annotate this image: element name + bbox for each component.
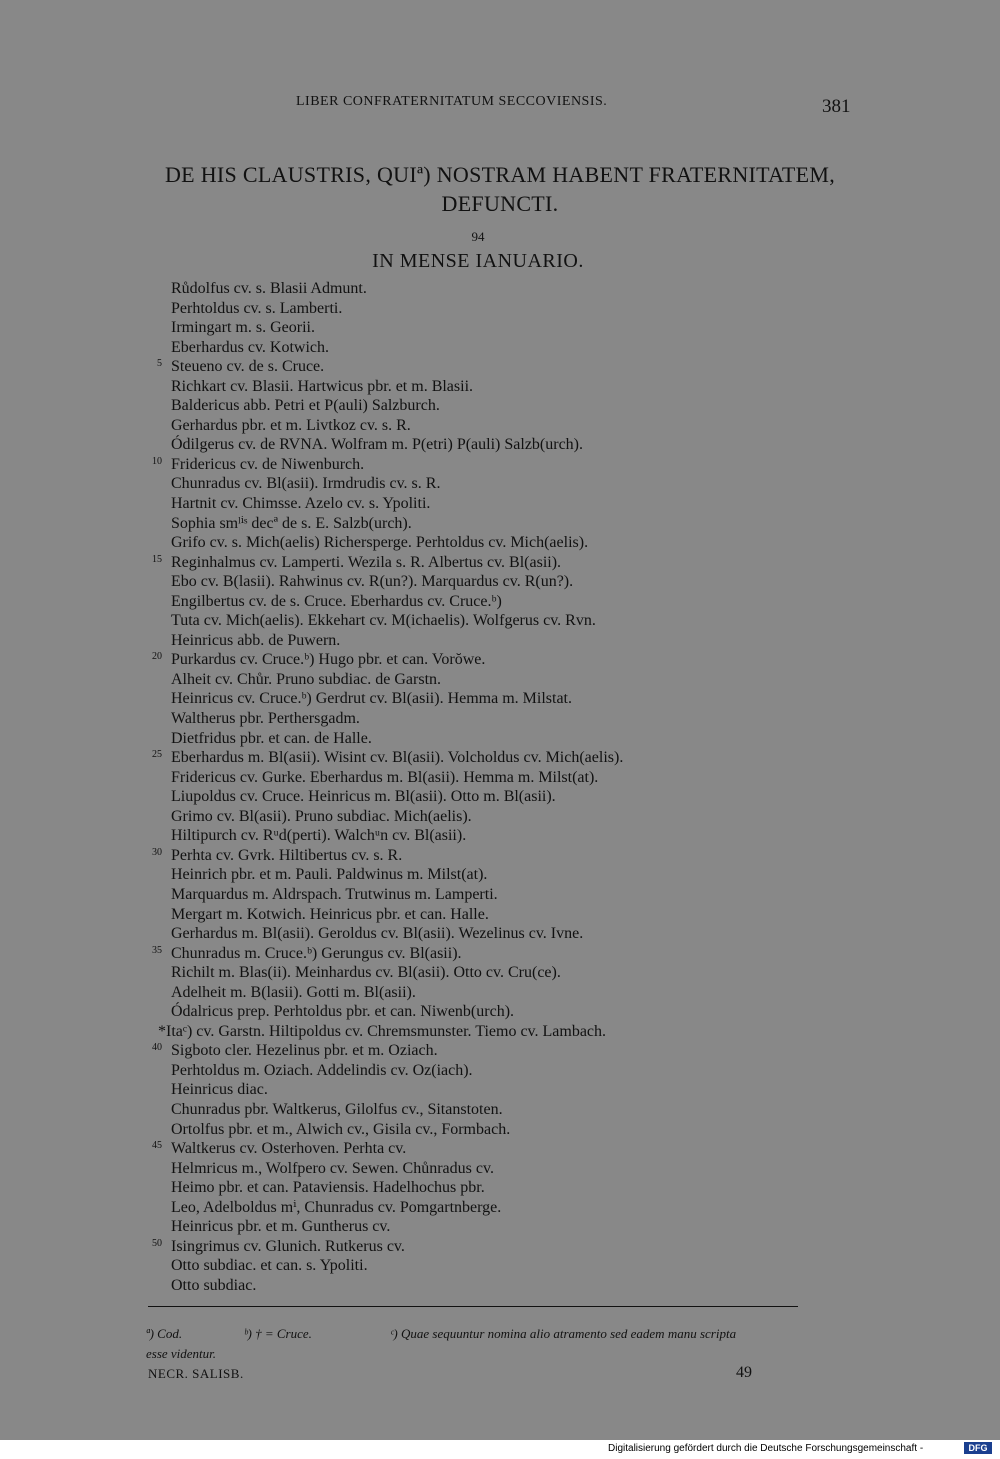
- entry-text: Purkardus cv. Cruce.ᵇ) Hugo pbr. et can. Vorŏwe.: [171, 651, 486, 669]
- entry-line: [0, 865, 1000, 885]
- entry-line: [0, 553, 1000, 573]
- entry-line: [0, 846, 1000, 866]
- line-number: 30: [152, 846, 162, 858]
- footnote-rule: [148, 1306, 798, 1307]
- entry-text: Waltherus pbr. Perthersgadm.: [171, 710, 360, 728]
- entry-text: Fridericus cv. de Niwenburch.: [171, 455, 365, 473]
- entry-line: [0, 279, 1000, 299]
- entry-line: [0, 494, 1000, 514]
- entry-line: [0, 1100, 1000, 1120]
- entry-line: [0, 474, 1000, 494]
- entry-text: Ódalricus prep. Perhtoldus pbr. et can. Niwenb(urch).: [171, 1003, 515, 1021]
- sheet-number: 49: [736, 1364, 752, 1381]
- entry-text: Perhta cv. Gvrk. Hiltibertus cv. s. R.: [171, 846, 403, 864]
- footnote-c-continued: esse videntur.: [146, 1346, 217, 1361]
- line-number: 35: [152, 944, 162, 956]
- entry-text: Gerhardus m. Bl(asii). Geroldus cv. Bl(asii). Wezelinus cv. Ivne.: [171, 925, 584, 943]
- entry-text: Grifo cv. s. Mich(aelis) Richersperge. Perhtoldus cv. Mich(aelis).: [171, 534, 589, 552]
- entry-text: Waltkerus cv. Osterhoven. Perhta cv.: [171, 1140, 407, 1158]
- entry-text: Chunradus pbr. Waltkerus, Gilolfus cv., Sitanstoten.: [171, 1100, 503, 1118]
- signature-mark: NECR. SALISB.: [148, 1366, 244, 1381]
- entry-text: Heinricus abb. de Puwern.: [171, 631, 341, 649]
- entry-text: Irmingart m. s. Georii.: [171, 319, 315, 337]
- entry-line: [0, 1198, 1000, 1218]
- section-title-line-1: DE HIS CLAUSTRIS, QUIª) NOSTRAM HABENT FRATERNITATEM,: [164, 162, 836, 187]
- entry-line: [0, 768, 1000, 788]
- line-number: 50: [152, 1237, 162, 1249]
- entry-text: Tuta cv. Mich(aelis). Ekkehart cv. M(ichaelis). Wolfgerus cv. Rvn.: [171, 612, 596, 630]
- entry-line: [0, 455, 1000, 475]
- entry-text: Alheit cv. Chůr. Pruno subdiac. de Garstn.: [171, 670, 442, 688]
- section-title: [80, 160, 920, 218]
- footnote-c: ᶜ) Quae sequuntur nomina alio atramento sed eadem manu scripta: [390, 1326, 737, 1341]
- entry-line: [0, 416, 1000, 436]
- entry-text: Baldericus abb. Petri et P(auli) Salzburch.: [171, 397, 440, 415]
- entry-line: [0, 670, 1000, 690]
- entry-text: Chunradus cv. Bl(asii). Irmdrudis cv. s. R.: [171, 475, 441, 493]
- entry-text: Eberhardus cv. Kotwich.: [171, 338, 330, 356]
- line-number: 25: [152, 749, 162, 761]
- line-number: 15: [152, 553, 162, 565]
- entry-text: Heinrich pbr. et m. Pauli. Paldwinus m. Milst(at).: [171, 866, 488, 884]
- entry-line: [0, 650, 1000, 670]
- entry-text: Adelheit m. B(lasii). Gotti m. Bl(asii).: [171, 983, 416, 1001]
- entry-line: [0, 689, 1000, 709]
- entry-text: Gerhardus pbr. et m. Livtkoz cv. s. R.: [171, 416, 411, 434]
- entry-line: [0, 905, 1000, 925]
- entry-line: [0, 787, 1000, 807]
- section-title-line-2: DEFUNCTI.: [441, 191, 559, 216]
- line-number: 10: [152, 455, 162, 467]
- entry-line: [0, 514, 1000, 534]
- entry-line: [0, 377, 1000, 397]
- footnote-a: ª) Cod.: [146, 1326, 183, 1341]
- line-number: 45: [152, 1140, 162, 1152]
- entry-line: [0, 572, 1000, 592]
- entry-line: [0, 396, 1000, 416]
- entry-line: [0, 592, 1000, 612]
- entry-text: Perhtoldus cv. s. Lamberti.: [171, 299, 343, 317]
- entry-text: Sophia smˡⁱˢ decª de s. E. Salzb(urch).: [171, 514, 412, 532]
- entry-text: Heimo pbr. et can. Pataviensis. Hadelhochus pbr.: [171, 1179, 485, 1197]
- running-title: LIBER CONFRATERNITATUM SECCOVIENSIS.: [296, 94, 608, 109]
- entry-text: Heinricus cv. Cruce.ᵇ) Gerdrut cv. Bl(asii). Hemma m. Milstat.: [171, 690, 572, 708]
- entry-text: Hiltipurch cv. Rᵘd(perti). Walchᵘn cv. Bl(asii).: [171, 827, 467, 845]
- entry-line: [0, 1276, 1000, 1296]
- entry-text: Grimo cv. Bl(asii). Pruno subdiac. Mich(aelis).: [171, 807, 472, 825]
- entry-line: [0, 1159, 1000, 1179]
- entry-text: Isingrimus cv. Glunich. Rutkerus cv.: [171, 1237, 405, 1255]
- entry-line: [0, 1061, 1000, 1081]
- entry-text: Richkart cv. Blasii. Hartwicus pbr. et m. Blasii.: [171, 377, 474, 395]
- page-number: 381: [822, 96, 851, 117]
- entry-line: [0, 1256, 1000, 1276]
- entry-text: Liupoldus cv. Cruce. Heinricus m. Bl(asii). Otto m. Bl(asii).: [171, 788, 556, 806]
- entry-text: Otto subdiac. et can. s. Ypoliti.: [171, 1257, 368, 1275]
- line-number: 20: [152, 651, 162, 663]
- entry-text: Hartnit cv. Chimsse. Azelo cv. s. Ypoliti.: [171, 495, 431, 513]
- entry-line: [0, 357, 1000, 377]
- entry-text: Heinricus pbr. et m. Guntherus cv.: [171, 1218, 391, 1236]
- entry-text: Dietfridus pbr. et can. de Halle.: [171, 729, 372, 747]
- section-number: 94: [471, 229, 485, 244]
- entry-line: [0, 807, 1000, 827]
- entry-line: [0, 963, 1000, 983]
- dfg-logo: DFG: [964, 1442, 992, 1454]
- entry-line: [0, 318, 1000, 338]
- entry-line: [0, 944, 1000, 964]
- entry-text: Heinricus diac.: [171, 1081, 268, 1099]
- entry-text: Engilbertus cv. de s. Cruce. Eberhardus cv. Cruce.ᵇ): [171, 592, 502, 610]
- entry-text: Fridericus cv. Gurke. Eberhardus m. Bl(asii). Hemma m. Milst(at).: [171, 768, 599, 786]
- entry-text: Helmricus m., Wolfpero cv. Sewen. Chůnradus cv.: [171, 1159, 494, 1177]
- entry-text: Ortolfus pbr. et m., Alwich cv., Gisila cv., Formbach.: [171, 1120, 511, 1138]
- entry-text: Ebo cv. B(lasii). Rahwinus cv. R(un?). Marquardus cv. R(un?).: [171, 573, 574, 591]
- entry-line: [0, 1139, 1000, 1159]
- entry-line: [0, 709, 1000, 729]
- entry-line: [0, 1080, 1000, 1100]
- entry-line: [0, 1178, 1000, 1198]
- line-number: 5: [157, 358, 162, 370]
- entry-text: Eberhardus m. Bl(asii). Wisint cv. Bl(asii). Volcholdus cv. Mich(aelis).: [171, 749, 624, 767]
- entry-text: Chunradus m. Cruce.ᵇ) Gerungus cv. Bl(asii).: [171, 944, 462, 962]
- entry-text: Steueno cv. de s. Cruce.: [171, 358, 325, 376]
- month-heading: IN MENSE IANUARIO.: [372, 250, 584, 272]
- entry-text: Reginhalmus cv. Lamperti. Wezila s. R. Albertus cv. Bl(asii).: [171, 553, 562, 571]
- entry-line: [0, 611, 1000, 631]
- entry-line: [0, 748, 1000, 768]
- entry-line: [0, 1002, 1000, 1022]
- entry-text: *Itaᶜ) cv. Garstn. Hiltipoldus cv. Chremsmunster. Tiemo cv. Lambach.: [158, 1022, 607, 1040]
- entry-line: [0, 1237, 1000, 1257]
- entry-text: Perhtoldus m. Oziach. Addelindis cv. Oz(iach).: [171, 1061, 473, 1079]
- entry-list: [0, 279, 1000, 1295]
- entry-text: Růdolfus cv. s. Blasii Admunt.: [171, 280, 367, 297]
- dfg-funding-note: Digitalisierung gefördert durch die Deutsche Forschungsgemeinschaft -: [608, 1443, 924, 1454]
- entry-text: Mergart m. Kotwich. Heinricus pbr. et can. Halle.: [171, 905, 489, 923]
- entry-line: [0, 885, 1000, 905]
- entry-text: Ódilgerus cv. de RVNA. Wolfram m. P(etri) P(auli) Salzb(urch).: [171, 436, 583, 454]
- line-number: 40: [152, 1042, 162, 1054]
- entry-line: [0, 983, 1000, 1003]
- entry-line: [0, 299, 1000, 319]
- entry-text: Marquardus m. Aldrspach. Trutwinus m. Lamperti.: [171, 885, 498, 903]
- entry-line: [0, 1041, 1000, 1061]
- entry-text: Richilt m. Blas(ii). Meinhardus cv. Bl(asii). Otto cv. Cru(ce).: [171, 964, 561, 982]
- entry-text: Leo, Adelboldus mⁱ, Chunradus cv. Pomgartnberge.: [171, 1198, 502, 1216]
- entry-text: Sigboto cler. Hezelinus pbr. et m. Oziach.: [171, 1042, 438, 1060]
- footnote-b: ᵇ) † = Cruce.: [244, 1326, 312, 1341]
- entry-text: Otto subdiac.: [171, 1276, 257, 1294]
